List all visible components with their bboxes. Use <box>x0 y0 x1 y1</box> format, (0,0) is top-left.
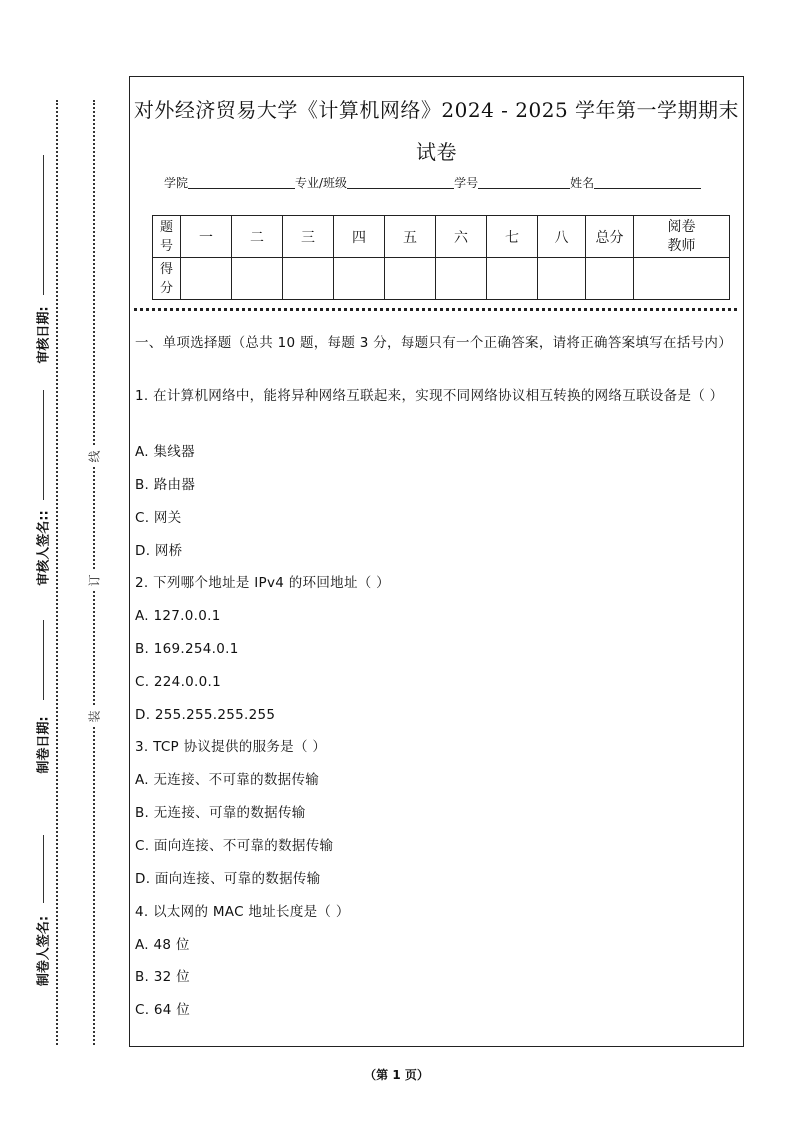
exam-title-line2: 试卷 <box>416 140 457 164</box>
score-label-cell: 得 分 <box>153 258 181 300</box>
name-label: 姓名 <box>570 176 595 190</box>
question-1-option-a: A. 集线器 <box>135 444 195 460</box>
student-id-label: 学号 <box>454 176 479 190</box>
paper-maker-signature-label: 制卷人签名: <box>36 915 52 986</box>
section-heading: 一、单项选择题（总共 10 题，每题 3 分，每题只有一个正确答案，请将正确答案填写在括号内） <box>135 335 733 351</box>
col-header: 一 <box>181 216 232 258</box>
col-header: 六 <box>436 216 487 258</box>
paper-date-blank[interactable] <box>43 620 44 700</box>
review-date-label: 审核日期: <box>36 306 52 364</box>
score-cell[interactable] <box>385 258 436 300</box>
score-cell-total[interactable] <box>586 258 634 300</box>
score-cell[interactable] <box>232 258 283 300</box>
separator-dotted-line <box>134 308 737 311</box>
exam-frame <box>129 76 744 1047</box>
score-cell-reviewer[interactable] <box>634 258 730 300</box>
question-4-option-c: C. 64 位 <box>135 1002 191 1018</box>
col-header: 五 <box>385 216 436 258</box>
review-date-blank[interactable] <box>43 155 44 295</box>
question-1-option-c: C. 网关 <box>135 510 182 526</box>
question-3-option-d: D. 面向连接、可靠的数据传输 <box>135 871 321 887</box>
score-cell[interactable] <box>334 258 385 300</box>
score-cell[interactable] <box>487 258 538 300</box>
question-3-text: 3. TCP 协议提供的服务是（ ） <box>135 739 327 755</box>
question-4-option-a: A. 48 位 <box>135 937 190 953</box>
major-class-blank[interactable] <box>347 176 454 189</box>
col-header: 七 <box>487 216 538 258</box>
cut-mark-line: 线 <box>84 446 104 466</box>
student-id-blank[interactable] <box>478 176 570 189</box>
cut-mark-pack: 装 <box>84 706 104 726</box>
question-2-text: 2. 下列哪个地址是 IPv4 的环回地址（ ） <box>135 575 390 591</box>
col-header-reviewer: 阅卷 教师 <box>634 216 730 258</box>
cut-mark-bind: 订 <box>84 570 104 590</box>
name-blank[interactable] <box>594 176 701 189</box>
col-header-total: 总分 <box>586 216 634 258</box>
score-cell[interactable] <box>181 258 232 300</box>
question-3-option-b: B. 无连接、可靠的数据传输 <box>135 805 306 821</box>
student-info-row <box>164 174 701 191</box>
question-1-option-d: D. 网桥 <box>135 543 183 559</box>
question-3-option-a: A. 无连接、不可靠的数据传输 <box>135 772 320 788</box>
question-2-option-d: D. 255.255.255.255 <box>135 707 276 723</box>
college-blank[interactable] <box>188 176 295 189</box>
question-1-option-b: B. 路由器 <box>135 477 196 493</box>
question-2-option-b: B. 169.254.0.1 <box>135 641 239 657</box>
question-2-option-c: C. 224.0.0.1 <box>135 674 222 690</box>
col-header: 八 <box>538 216 586 258</box>
major-class-label: 专业/班级 <box>295 176 348 190</box>
col-header: 四 <box>334 216 385 258</box>
score-cell[interactable] <box>538 258 586 300</box>
col-header: 三 <box>283 216 334 258</box>
score-table-header-row <box>153 216 730 258</box>
exam-title-line1: 对外经济贸易大学《计算机网络》2024 - 2025 学年第一学期期末 <box>133 98 740 122</box>
score-cell[interactable] <box>283 258 334 300</box>
question-3-option-c: C. 面向连接、不可靠的数据传输 <box>135 838 334 854</box>
reviewer-signature-blank[interactable] <box>43 390 44 500</box>
question-2-option-a: A. 127.0.0.1 <box>135 608 221 624</box>
question-1-text: 1. 在计算机网络中，能将异种网络互联起来，实现不同网络协议相互转换的网络互联设备是（ ） <box>135 388 724 404</box>
page-number: （第 1 页） <box>364 1068 429 1082</box>
score-table <box>152 215 730 300</box>
score-table-score-row <box>153 258 730 300</box>
paper-maker-signature-blank[interactable] <box>43 835 44 903</box>
exam-title <box>130 89 743 173</box>
question-4-option-b: B. 32 位 <box>135 969 190 985</box>
paper-date-label: 制卷日期: <box>36 716 52 774</box>
header-label-cell: 题 号 <box>153 216 181 258</box>
question-4-text: 4. 以太网的 MAC 地址长度是（ ） <box>135 904 350 920</box>
col-header: 二 <box>232 216 283 258</box>
score-cell[interactable] <box>436 258 487 300</box>
college-label: 学院 <box>164 176 189 190</box>
reviewer-signature-label: 审核人签名:: <box>36 509 52 586</box>
